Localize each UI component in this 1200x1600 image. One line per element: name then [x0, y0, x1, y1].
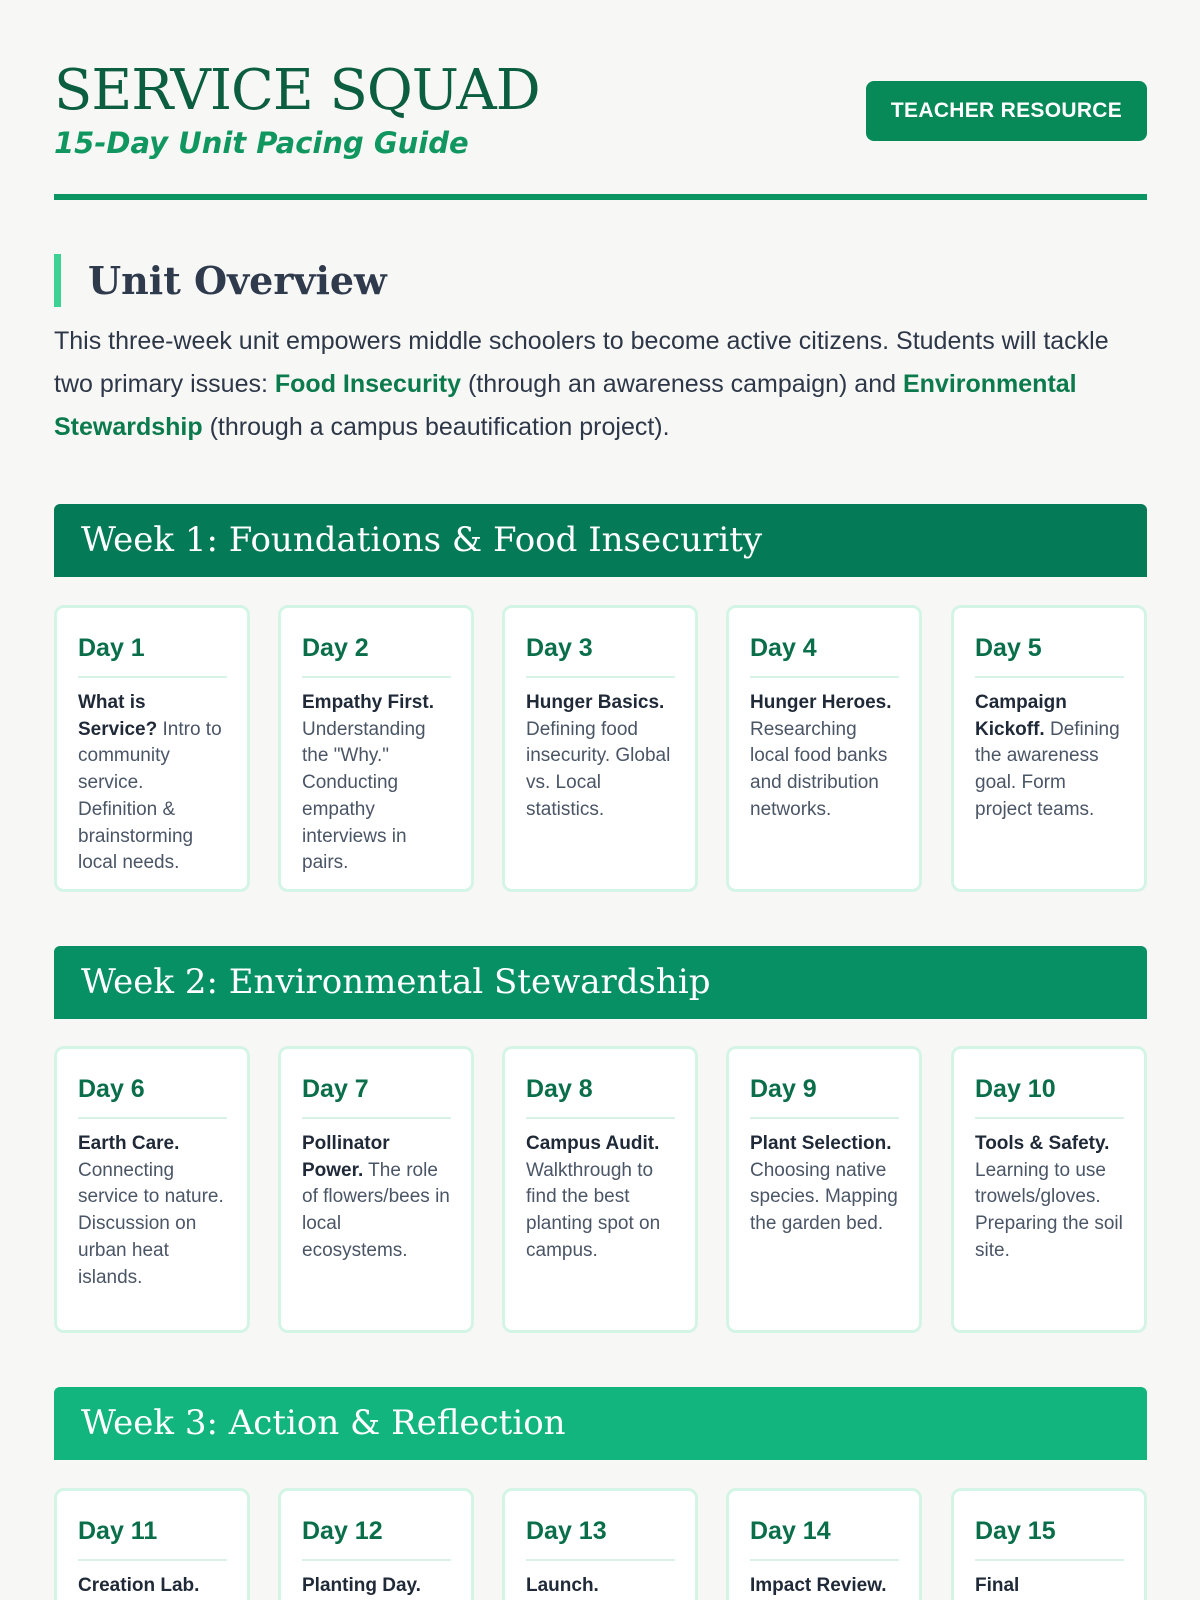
week-3-days: [54, 1488, 1147, 1600]
day-label: Day 12: [302, 1516, 451, 1561]
day-topic: What is Service?: [78, 692, 158, 740]
day-card: [278, 605, 474, 892]
day-card: [54, 1488, 250, 1600]
day-topic: Campaign Kickoff.: [975, 692, 1067, 740]
day-card: [278, 1046, 474, 1333]
highlight-food-insecurity: Food Insecurity: [274, 370, 462, 398]
day-label: Day 11: [78, 1516, 227, 1561]
day-description: [975, 1573, 1124, 1600]
day-topic: Earth Care.: [78, 1133, 180, 1154]
day-description: [78, 1131, 227, 1291]
day-details: Defining the awareness goal. Form project teams.: [975, 718, 1120, 820]
day-card: [502, 1046, 698, 1333]
overview-paragraph: [54, 320, 1147, 449]
day-card: [502, 1488, 698, 1600]
day-card: [54, 1046, 250, 1333]
day-card: [951, 1488, 1147, 1600]
day-description: [750, 1573, 899, 1600]
overview-text-part: This three-week unit empowers middle schoolers to become active citizens. Students will tackle two primary issues:: [54, 327, 1109, 398]
day-topic: Plant Selection.: [750, 1133, 892, 1154]
page-title: SERVICE SQUAD: [54, 58, 540, 123]
week-3-banner: Week 3: Action & Reflection: [54, 1387, 1147, 1460]
day-card: [951, 1046, 1147, 1333]
week-1-days: [54, 605, 1147, 892]
day-label: Day 3: [526, 633, 675, 678]
day-details: Defining food insecurity. Global vs. Local statistics.: [526, 718, 671, 820]
day-label: Day 14: [750, 1516, 899, 1561]
day-description: [78, 1573, 227, 1600]
day-topic: Hunger Basics.: [526, 692, 665, 713]
day-details: The role of flowers/bees in local ecosystems.: [302, 1159, 450, 1261]
day-description: [526, 1573, 675, 1600]
day-card: [278, 1488, 474, 1600]
week-1-banner: Week 1: Foundations & Food Insecurity: [54, 504, 1147, 577]
day-label: Day 7: [302, 1074, 451, 1119]
day-description: [78, 690, 227, 877]
day-label: Day 8: [526, 1074, 675, 1119]
day-details: Choosing native species. Mapping the garden bed.: [750, 1159, 898, 1235]
day-description: [975, 1131, 1124, 1265]
day-description: [750, 690, 899, 824]
day-topic: Launch.: [526, 1575, 599, 1596]
overview-text-part: (through a campus beautification project).: [202, 413, 670, 441]
day-description: [302, 690, 451, 877]
day-card: [726, 1046, 922, 1333]
page-subtitle: 15-Day Unit Pacing Guide: [54, 126, 469, 160]
day-description: [526, 1131, 675, 1265]
overview-text-part: (through an awareness campaign) and: [461, 370, 903, 398]
day-card: [951, 605, 1147, 892]
day-topic: Empathy First.: [302, 692, 434, 713]
day-details: Understanding the "Why." Conducting empathy interviews in pairs.: [302, 718, 426, 874]
day-details: Intro to community service. Definition & brainstorming local needs.: [78, 718, 222, 874]
day-label: Day 5: [975, 633, 1124, 678]
day-topic: Planting Day.: [302, 1575, 421, 1596]
day-label: Day 6: [78, 1074, 227, 1119]
highlight-environmental-stewardship: Environmental Stewardship: [54, 370, 1077, 441]
day-topic: Final: [975, 1575, 1020, 1596]
day-topic: Hunger Heroes.: [750, 692, 892, 713]
day-label: Day 1: [78, 633, 227, 678]
day-description: [526, 690, 675, 824]
day-details: Researching local food banks and distribution networks.: [750, 718, 888, 820]
day-details: Learning to use trowels/gloves. Preparing the soil site.: [975, 1159, 1123, 1261]
overview-heading: Unit Overview: [54, 254, 387, 307]
day-topic: Creation Lab.: [78, 1575, 200, 1596]
week-2-days: [54, 1046, 1147, 1333]
day-label: Day 15: [975, 1516, 1124, 1561]
day-details: Connecting service to nature. Discussion on urban heat islands.: [78, 1159, 224, 1288]
day-card: [502, 605, 698, 892]
teacher-resource-badge: TEACHER RESOURCE: [866, 81, 1147, 141]
day-topic: Campus Audit.: [526, 1133, 660, 1154]
day-description: [302, 1131, 451, 1265]
day-label: Day 13: [526, 1516, 675, 1561]
day-label: Day 9: [750, 1074, 899, 1119]
header: [54, 50, 1147, 200]
day-description: [975, 690, 1124, 824]
day-label: Day 4: [750, 633, 899, 678]
day-label: Day 2: [302, 633, 451, 678]
day-label: Day 10: [975, 1074, 1124, 1119]
day-card: [54, 605, 250, 892]
day-topic: Pollinator Power.: [302, 1133, 390, 1181]
header-divider: [54, 194, 1147, 200]
week-2-banner: Week 2: Environmental Stewardship: [54, 946, 1147, 1019]
day-description: [302, 1573, 451, 1600]
day-card: [726, 605, 922, 892]
day-card: [726, 1488, 922, 1600]
day-details: Walkthrough to find the best planting spot on campus.: [526, 1159, 661, 1261]
day-topic: Impact Review.: [750, 1575, 887, 1596]
day-topic: Tools & Safety.: [975, 1133, 1110, 1154]
day-description: [750, 1131, 899, 1238]
